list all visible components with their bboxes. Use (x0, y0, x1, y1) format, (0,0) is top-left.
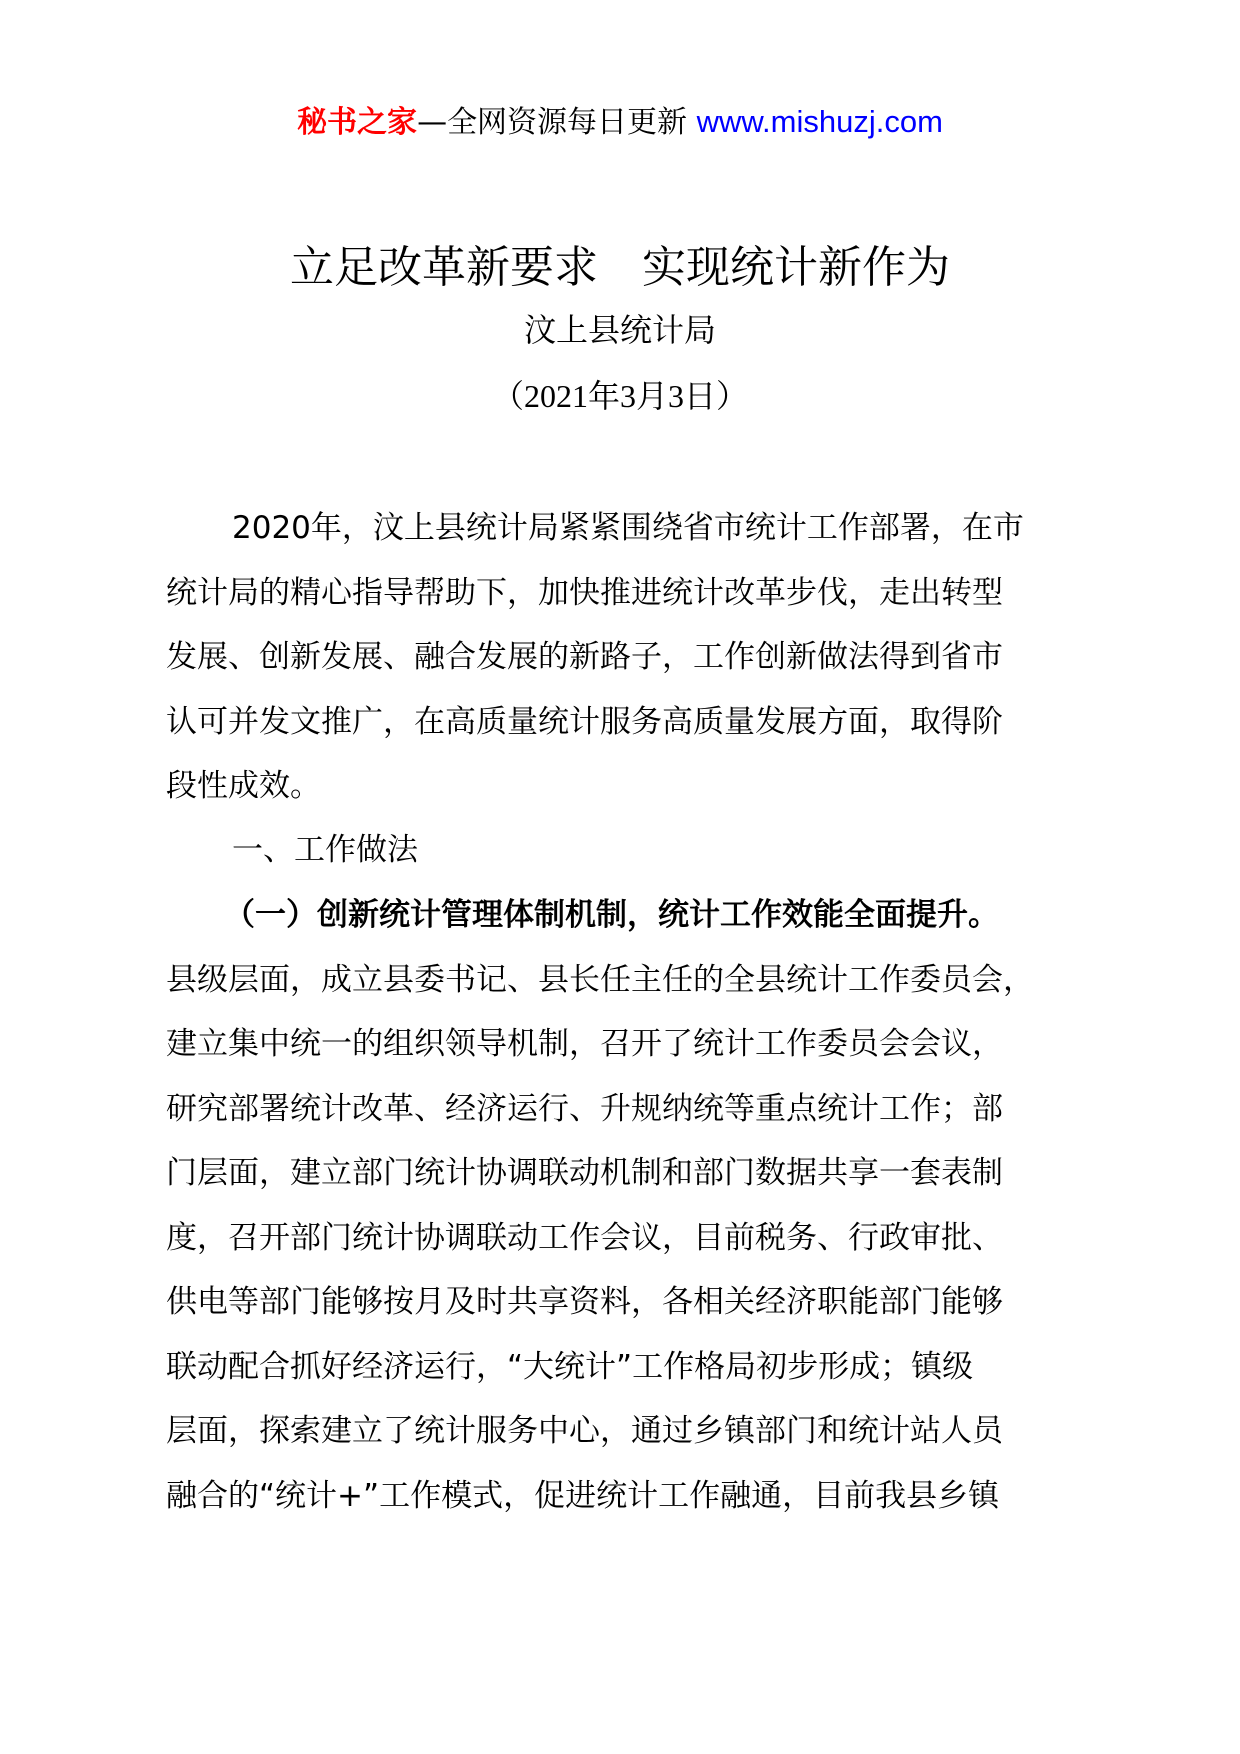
intro-paragraph (166, 496, 1096, 819)
text-line: 联动配合抓好经济运行，“大统计”工作格局初步形成；镇级 (166, 1348, 974, 1385)
site-header (0, 100, 1240, 145)
site-tagline: —全网资源每日更新 (417, 105, 688, 140)
text-line: 发展、创新发展、融合发展的新路子，工作创新做法得到省市 (166, 639, 1003, 675)
text-line: 融合的“统计+”工作模式，促进统计工作融通，目前我县乡镇 (166, 1477, 1000, 1514)
text-line: 段性成效。 (166, 768, 321, 804)
text-line: 度，召开部门统计协调联动工作会议，目前税务、行政审批、 (166, 1219, 1003, 1256)
text-line: 2020年，汶上县统计局紧紧围绕省市统计工作部署，在市 (232, 510, 1024, 546)
site-brand: 秘书之家 (297, 105, 418, 140)
site-url-link[interactable]: www.mishuzj.com (696, 104, 943, 139)
text-line: 门层面，建立部门统计协调联动机制和部门数据共享一套表制 (166, 1155, 1003, 1191)
document-date: （2021年3月3日） (491, 378, 748, 414)
document-author: 汶上县统计局 (523, 311, 716, 349)
section-heading (166, 818, 1096, 883)
text-line: 建立集中统一的组织领导机制，召开了统计工作委员会会议， (166, 1026, 1003, 1062)
subsection-heading: （一）创新统计管理体制机制，统计工作效能全面提升。 (224, 897, 999, 933)
document-title: 立足改革新要求 实现统计新作为 (290, 242, 950, 293)
text-line: 研究部署统计改革、经济运行、升规纳统等重点统计工作；部 (166, 1090, 1003, 1127)
text-line: 县级层面，成立县委书记、县长任主任的全县统计工作委员会， (166, 961, 1034, 998)
subsection-paragraph (166, 883, 1096, 1528)
text-line: 层面，探索建立了统计服务中心，通过乡镇部门和统计站人员 (166, 1413, 1003, 1449)
section-heading-text: 一、工作做法 (232, 832, 418, 868)
text-line: 供电等部门能够按月及时共享资料，各相关经济职能部门能够 (166, 1284, 1003, 1320)
text-line: 统计局的精心指导帮助下，加快推进统计改革步伐，走出转型 (166, 574, 1003, 611)
text-line: 认可并发文推广，在高质量统计服务高质量发展方面，取得阶 (166, 703, 1003, 740)
